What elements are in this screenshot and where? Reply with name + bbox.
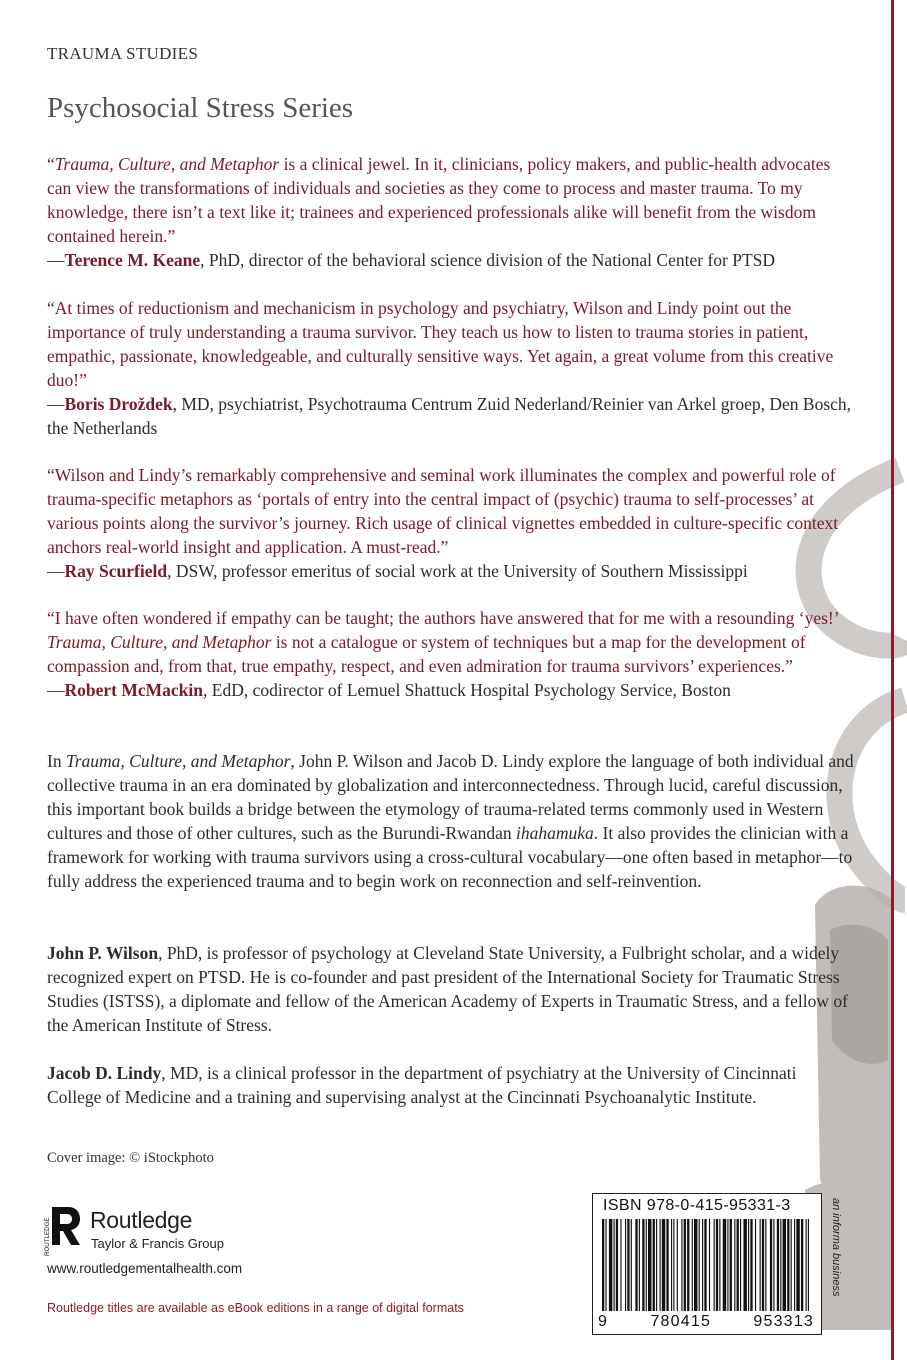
barcode-bar	[796, 1219, 799, 1311]
barcode-bar	[648, 1219, 651, 1311]
barcode-bar	[673, 1219, 674, 1311]
ean-digits	[594, 1313, 818, 1331]
barcode-bar	[704, 1219, 706, 1311]
barcode-bar	[734, 1219, 735, 1311]
endorsement-quote-1: “Trauma, Culture, and Metaphor is a clinical jewel. In it, clinicians, policy makers, and public-health advocates can view the transformations of individuals and societies as they come to process and master trauma. To my knowledge, there isn’t a text like it; trainees and experienced professionals alike will benefit from the wisdom contained herein.” —Terence M. Keane, PhD, director of the behavioral science division of the National Center for PTSD	[47, 154, 831, 270]
barcode-bar	[699, 1219, 700, 1311]
barcode-bar	[687, 1219, 689, 1311]
barcode-bar	[750, 1219, 752, 1311]
barcode-bar	[666, 1219, 668, 1311]
barcode-bar	[780, 1219, 781, 1311]
endorser-affiliation: , DSW, professor emeritus of social work at the University of Southern Mississippi	[167, 561, 748, 581]
endorser-name: Ray Scurfield	[64, 561, 168, 581]
barcode-bar	[716, 1219, 718, 1311]
barcode-bar	[755, 1219, 756, 1311]
endorser-name: Terence M. Keane	[64, 250, 201, 270]
barcode-bar	[625, 1219, 626, 1311]
ebook-note: Routledge titles are available as eBook editions in a range of digital formats	[47, 1301, 464, 1315]
barcode-bar	[777, 1219, 779, 1311]
barcode-bar	[748, 1219, 749, 1311]
book-title: Trauma, Culture, and Metaphor	[54, 154, 280, 174]
barcode-bar	[762, 1219, 764, 1311]
barcode-bar	[639, 1219, 640, 1311]
barcode-bar	[770, 1219, 772, 1311]
endorser-affiliation: , PhD, director of the behavioral science division of the National Center for PTSD	[200, 250, 776, 270]
endorsement-quote-2: “At times of reductionism and mechanicism in psychology and psychiatry, Wilson and Lindy point out the importance of truly understanding a trauma survivor. They teach us how to listen to trauma stories in patient, empathic, passionate, knowledgeable, and culturally sensitive ways. Yet again, a great volume from this creative duo!” —Boris Droždek, MD, psychiatrist, Psychotrauma Centrum Zuid Nederland/Reinier van Arkel groep, Den Bosch, the Netherlands	[47, 296, 857, 440]
publisher-group: Taylor & Francis Group	[91, 1236, 224, 1251]
barcode-bar	[702, 1219, 703, 1311]
barcode-bar	[646, 1219, 647, 1311]
barcode-bar	[627, 1219, 629, 1311]
barcode-bar	[773, 1219, 774, 1311]
quote-text-continued: is not a catalogue or system of techniques but a map for the development of compassion and, from that, true empathy, respect, and even admiration for trauma survivors’ experiences.”	[47, 632, 806, 676]
endorser-name: Boris Droždek	[64, 394, 173, 414]
cover-credit: Cover image: © iStockphoto	[47, 1150, 214, 1166]
ean-left-group: 780415	[650, 1313, 712, 1330]
book-title: Trauma, Culture, and Metaphor	[65, 751, 291, 771]
barcode-bar	[635, 1219, 637, 1311]
barcode-bar	[791, 1219, 792, 1311]
quote-text: “I have often wondered if empathy can be taught; the authors have answered that for me with a resounding ‘yes!’	[47, 608, 839, 628]
barcode-bar	[609, 1219, 612, 1311]
endorsement-quote-3: “Wilson and Lindy’s remarkably comprehensive and seminal work illuminates the complex and powerful role of trauma-specific metaphors as ‘portals of entry into the central impact of (psychic) trauma to self-processes’ at various points along the survivor’s journey. Rich usage of clinical vignettes embedded in culture-specific context anchors real-world insight and application. A must-read.” —Ray Scurfield, DSW, professor emeritus of social work at the University of Southern Mississippi	[47, 463, 857, 583]
author-bio-wilson: John P. Wilson, PhD, is professor of psychology at Cleveland State University, a Fulbright scholar, and a widely recognized expert on PTSD. He is co-founder and past president of the International Society for Traumatic Stress Studies (ISTSS), a diplomate and fellow of the American Academy of Experts in Traumatic Stress, and a fellow of the American Institute of Stress.	[47, 943, 848, 1035]
barcode-bar	[765, 1219, 766, 1311]
barcode-bar	[730, 1219, 732, 1311]
barcode-bar	[692, 1219, 693, 1311]
barcode-bar	[808, 1219, 809, 1311]
series-subtitle: Psychosocial Stress Series	[47, 92, 354, 124]
barcode-bar	[605, 1219, 606, 1311]
barcode-bar	[671, 1219, 672, 1311]
quote-text: is a clinical jewel. In it, clinicians, policy makers, and public-health advocates can view the transformations of individuals and societies as they come to process and master trauma. To my knowledge, there isn’t a text like it; trainees and experienced professionals alike will benefit from the wisdom contained herein.”	[47, 154, 831, 246]
series-label: TRAUMA STUDIES	[47, 44, 199, 63]
barcode-bar	[783, 1219, 786, 1311]
publisher-website-link[interactable]: www.routledgementalhealth.com	[47, 1261, 243, 1276]
barcode-bar	[719, 1219, 720, 1311]
endorser-affiliation: , MD, psychiatrist, Psychotrauma Centrum Zuid Nederland/Reinier van Arkel groep, Den Bosch, the Netherlands	[47, 394, 852, 438]
publisher-name: Routledge	[90, 1207, 193, 1233]
barcode-bar	[681, 1219, 682, 1311]
barcode-bar	[727, 1219, 728, 1311]
spine-accent-line	[891, 0, 894, 1360]
barcode-bar	[614, 1219, 615, 1311]
barcode-bar	[787, 1219, 789, 1311]
barcode-bar	[801, 1219, 803, 1311]
barcode-bar	[740, 1219, 741, 1311]
quote-text: “At times of reductionism and mechanicism in psychology and psychiatry, Wilson and Lindy point out the importance of truly understanding a trauma survivor. They teach us how to listen to trauma stories in patient, empathic, passionate, knowledgeable, and culturally sensitive ways. Yet again, a great volume from this creative duo!”	[47, 298, 834, 390]
barcode-bar	[631, 1219, 632, 1311]
barcode-bar	[806, 1219, 807, 1311]
barcode-bar	[743, 1219, 746, 1311]
author-bio-lindy: Jacob D. Lindy, MD, is a clinical professor in the department of psychiatry at the University of Cincinnati College of Medicine and a training and supervising analyst at the Cincinnati Psychoanalytic Institute.	[47, 1063, 797, 1107]
barcode-bars	[600, 1219, 812, 1315]
barcode-bar	[709, 1219, 710, 1311]
routledge-logo-icon	[40, 1205, 82, 1257]
barcode-bar	[620, 1219, 621, 1311]
barcode-bar	[656, 1219, 657, 1311]
isbn-label: ISBN 978-0-415-95331-3	[603, 1197, 791, 1214]
endorser-name: Robert McMackin	[64, 680, 204, 700]
logo-vertical-text: ROUTLEDGE	[44, 1217, 51, 1256]
barcode-bar	[653, 1219, 655, 1311]
barcode-bar	[760, 1219, 761, 1311]
endorser-affiliation: , EdD, codirector of Lemuel Shattuck Hospital Psychology Service, Boston	[203, 680, 731, 700]
barcode-bar	[694, 1219, 697, 1311]
barcode-bar	[723, 1219, 726, 1311]
barcode-bar	[684, 1219, 686, 1311]
barcode-bar	[714, 1219, 715, 1311]
barcode-bar	[660, 1219, 661, 1311]
author-name: John P. Wilson	[47, 943, 159, 963]
barcode-bar	[602, 1219, 604, 1311]
term-ihahamuka: ihahamuka	[515, 823, 594, 843]
ean-first-digit: 9	[598, 1313, 609, 1330]
book-description: In Trauma, Culture, and Metaphor, John P. Wilson and Jacob D. Lindy explore the language of both individual and collective trauma in an era dominated by globalization and interconnectedness. Through lucid, careful discussion, this important book builds a bridge between the etymology of trauma-related terms commonly used in Western cultures and those of other cultures, such as the Burundi-Rwandan ihahamuka. It also provides the clinician with a framework for working with trauma survivors using a cross-cultural vocabulary—one often based in metaphor—to fully address the experienced trauma and to begin work on reconnection and self-reinvention.	[47, 751, 854, 891]
quote-text: “Wilson and Lindy’s remarkably comprehensive and seminal work illuminates the complex and powerful role of trauma-specific metaphors as ‘portals of entry into the central impact of (psychic) trauma to self-processes’ at various points along the survivor’s journey. Rich usage of clinical vignettes embedded in culture-specific context anchors real-world insight and application. A must-read.”	[47, 465, 839, 557]
book-title: Trauma, Culture, and Metaphor	[47, 632, 272, 652]
barcode-bar	[662, 1219, 665, 1311]
informa-business-label: an informa business	[830, 1198, 842, 1297]
endorsement-quote-4: “I have often wondered if empathy can be taught; the authors have answered that for me with a resounding ‘yes!’ Trauma, Culture, and Metaphor is not a catalogue or system of techniques but a map for the development of compassion and, from that, true empathy, respect, and even admiration for trauma survivors’ experiences.” —Robert McMackin, EdD, codirector of Lemuel Shattuck Hospital Psychology Service, Boston	[47, 608, 839, 700]
barcode-bar	[616, 1219, 618, 1311]
ean-right-group: 953313	[753, 1313, 814, 1330]
barcode-bar	[677, 1219, 678, 1311]
barcode-bar	[737, 1219, 739, 1311]
barcode-bar	[642, 1219, 644, 1311]
author-name: Jacob D. Lindy	[47, 1063, 162, 1083]
barcode-bar	[794, 1219, 795, 1311]
